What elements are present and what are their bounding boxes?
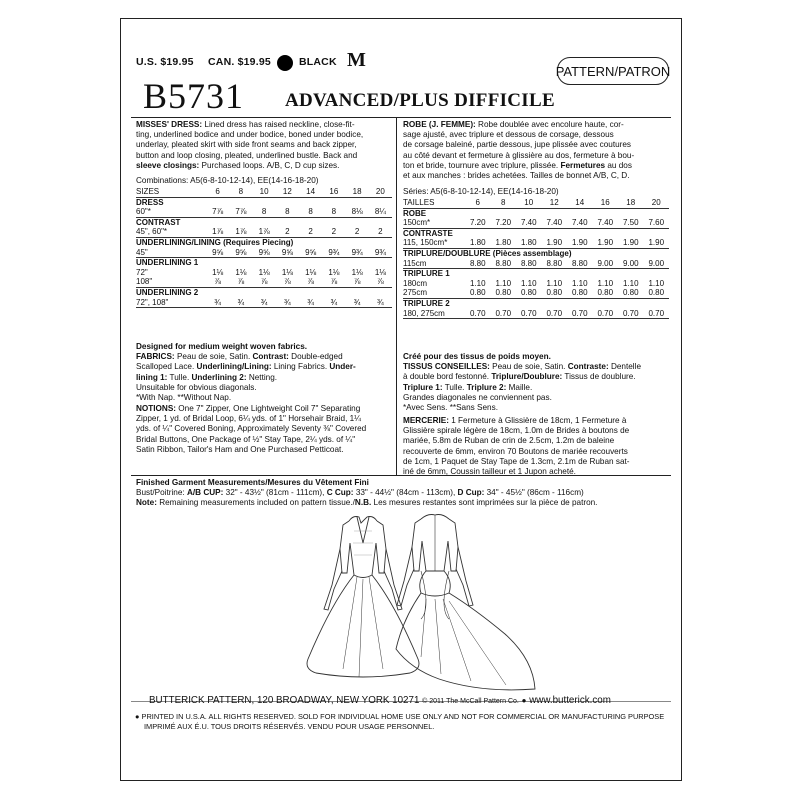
yardage-cell: 0.80 [491, 288, 517, 298]
yardage-cell: ¾ [253, 298, 276, 308]
yardage-cell: 1⅞ [253, 227, 276, 237]
size-header-cell: 10 [253, 187, 276, 197]
yardage-cell: 0.70 [542, 309, 568, 319]
yardage-cell: 7.40 [542, 218, 568, 228]
fabric-heading-row [403, 208, 669, 218]
yardage-cell: 8.80 [465, 259, 491, 269]
yardage-cell: ⅞ [322, 277, 345, 287]
yardage-cell: ¾ [369, 298, 392, 308]
yardage-cell: 7.20 [465, 218, 491, 228]
yardage-row [136, 277, 392, 287]
fabric-heading: CONTRAST [136, 217, 181, 227]
french-size-header [403, 198, 669, 208]
size-letter: M [347, 49, 366, 71]
size-header-cell: 6 [206, 187, 229, 197]
yardage-cell: 9⅝ [299, 248, 322, 258]
yardage-cell: 1.10 [520, 278, 537, 288]
fabric-heading-row [136, 197, 392, 207]
yardage-cell: 7.40 [593, 218, 619, 228]
yardage-cell: ¾ [229, 298, 252, 308]
yardage-cell: 8.80 [516, 259, 542, 269]
yardage-cell: ¾ [276, 298, 299, 308]
fabric-heading: CONTRASTE [403, 228, 453, 238]
yardage-cell: 9⅝ [253, 248, 276, 258]
yardage-cell: 1.10 [622, 278, 639, 288]
yardage-cell: ⅞ [253, 277, 276, 287]
fabric-heading: ROBE [403, 208, 427, 218]
yardage-cell: 9⅝ [229, 248, 252, 258]
yardage-cell: ¾ [322, 298, 345, 308]
yardage-cell: 1.90 [618, 238, 644, 248]
yardage-cell: 8¼ [369, 207, 392, 217]
yardage-row [403, 218, 669, 228]
fabric-heading: TRIPLURE/DOUBLURE (Pièces assemblage) [403, 248, 572, 258]
english-notions: NOTIONS: One 7" Zipper, One Lightweight Coil 7" Separating Zipper, 1 yd. of Bridal Loop, 6¼ yds. of 1" Horsehair Braid, 1¼ yds. of ¼" Covered Boning, Approximately Seventy ⅜" Covered Bridal Buttons, One Package of ½" Stay Tape, 2¼ yds. of ¼" Satin Ribbon, Tailor's Ham and One Purchased Petticoat. [136, 404, 367, 454]
yardage-cell: ¾ [299, 298, 322, 308]
english-fabrics: Designed for medium weight woven fabrics. FABRICS: Peau de soie, Satin. Contrast: Double-edged Scalloped Lace. Underlining/Lining: Lining Fabrics. Under- lining 1: Tulle. Underlining 2: Netting. Unsuitable for obvious diagonals. *With Nap. **Without Nap. [136, 342, 356, 403]
yardage-row [136, 227, 392, 237]
yardage-cell: 0.80 [618, 288, 644, 298]
header-divider [131, 117, 671, 118]
fabric-heading-row [403, 228, 669, 238]
yardage-cell: 8 [253, 207, 276, 217]
size-header-cell: 10 [516, 198, 542, 208]
measurements-divider [131, 475, 671, 476]
yardage-cell: 1.80 [465, 238, 491, 248]
size-header-cell: 14 [299, 187, 322, 197]
yardage-cell: 1.90 [593, 238, 619, 248]
fabric-width: 60"* [136, 207, 206, 217]
yardage-cell: ¾ [346, 298, 369, 308]
size-header-cell: 6 [465, 198, 491, 208]
size-header-cell: 18 [346, 187, 369, 197]
yardage-cell: 0.80 [516, 288, 542, 298]
fabric-heading-row [403, 269, 669, 279]
yardage-cell: 9⅝ [206, 248, 229, 258]
yardage-cell: 9.00 [644, 259, 670, 269]
yardage-cell: 8 [276, 207, 299, 217]
fabric-heading-row [136, 237, 392, 247]
finished-measurements: Finished Garment Measurements/Mesures du Vêtement Fini Bust/Poitrine: A/B CUP: 32" - 43½" (81cm - 111cm), C Cup: 33" - 44½" (84cm - 113cm), D Cup: 34" - 45½" (86cm - 116cm) Note: Remaining measurements included on pattern tissue./N.B. Les mesures restantes sont imprimées sur la pièce de patron. [136, 478, 598, 508]
yardage-cell: 1.10 [648, 278, 665, 288]
pattern-label: PATTERN/PATRON [555, 63, 671, 79]
yardage-cell: 2 [299, 227, 322, 237]
sizes-label: TAILLES [403, 198, 465, 208]
fabric-width: 45", 60"* [136, 227, 206, 237]
pattern-envelope-back [120, 18, 682, 781]
english-yardage-table [136, 187, 392, 308]
french-mercerie: MERCERIE: 1 Fermeture à Glissière de 18cm, 1 Fermeture à Glissière spirale légère de 18cm, 1.0m de Brides à boutons de mariée, 5.8m de Ruban de crin de 2.5cm, 1.2m de baleine recouverte de 6mm, environ 70 Boutons de mariée recouverts de 1cm, 1 Paquet de Stay Tape de 1.3cm, 2.1m de Ruban sat- iné de 6mm, Coussin tailleur et 1 Jupon acheté. [403, 416, 630, 477]
fabric-width: 180cm [403, 278, 428, 288]
publisher-address: BUTTERICK PATTERN, 120 BROADWAY, NEW YORK 10271 [149, 695, 420, 706]
yardage-cell: 1⅛ [328, 267, 340, 277]
yardage-cell: 0.70 [593, 309, 619, 319]
english-description: MISSES' DRESS: Lined dress has raised neckline, close-fit- ting, underlined bodice and under bodice, boned under bodice, underlay, pleated skirt with side front seams and back zipper, button and loop closing, pleated, underlined bustle. Back and sleeve closings: Purchased loops. A/B, C, D cup sizes. [136, 120, 364, 170]
yardage-cell: 0.70 [567, 309, 593, 319]
bullet-icon: ● [135, 712, 142, 721]
yardage-cell: 9¾ [346, 248, 369, 258]
french-fabrics: Créé pour des tissus de poids moyen. TISSUS CONSEILLES: Peau de soie, Satin. Contraste: Dentelle à double bord festonné. Triplure/Doublure: Tissus de doublure. Triplure 1: Tulle. Triplure 2: Maille. Grandes diagonales ne conviennent pas. *Avec Sens. **Sans Sens. [403, 352, 642, 413]
size-header-cell: 18 [618, 198, 644, 208]
yardage-cell: ⅞ [299, 277, 322, 287]
yardage-cell: 9.00 [593, 259, 619, 269]
color-swatch-icon [277, 55, 293, 71]
yardage-cell: 7.60 [644, 218, 670, 228]
fabric-heading: DRESS [136, 197, 164, 207]
english-size-header [136, 187, 392, 197]
yardage-cell: ⅞ [369, 277, 392, 287]
yardage-cell: 0.70 [491, 309, 517, 319]
fabric-heading-row [403, 298, 669, 308]
yardage-cell: 0.80 [644, 288, 670, 298]
yardage-cell: 1.10 [597, 278, 614, 288]
yardage-cell: 0.70 [465, 309, 491, 319]
french-metrage-table [403, 198, 669, 319]
combinations-line: Combinations: A5(6-8-10-12-14), EE(14-16-18-20) [136, 176, 319, 185]
fabric-heading-row [136, 287, 392, 297]
yardage-cell: ⅞ [206, 277, 229, 287]
yardage-row [403, 309, 669, 319]
yardage-cell: 1.10 [469, 278, 486, 288]
yardage-cell: 0.70 [644, 309, 670, 319]
yardage-cell: 1.10 [571, 278, 588, 288]
fabric-width: 108" [136, 277, 206, 287]
legal-notice: ● PRINTED IN U.S.A. ALL RIGHTS RESERVED. SOLD FOR INDIVIDUAL HOME USE ONLY AND NOT FOR COMMERCIAL OR MANUFACTURING PURPOSE IMPRIMÉ AUX É.U. TOUS DROITS RÉSERVÉS. VENDU POUR USAGE PERSONNEL. [135, 712, 665, 731]
fabric-heading: UNDERLINING/LINING (Requires Piecing) [136, 237, 294, 247]
yardage-cell: 1⅛ [351, 267, 363, 277]
yardage-cell: 7.40 [567, 218, 593, 228]
size-header-cell: 20 [644, 198, 670, 208]
yardage-row [403, 288, 669, 298]
yardage-cell: ⅞ [276, 277, 299, 287]
size-header-cell: 16 [322, 187, 345, 197]
price-can: CAN. $19.95 [208, 56, 271, 68]
bullet-icon: ● [521, 696, 527, 705]
size-header-cell: 12 [276, 187, 299, 197]
fabric-width: 115, 150cm* [403, 238, 465, 248]
yardage-cell: 0.80 [567, 288, 593, 298]
color-label: BLACK [299, 56, 337, 68]
yardage-row [403, 259, 669, 269]
yardage-cell: 1.90 [567, 238, 593, 248]
yardage-cell: 1.90 [644, 238, 670, 248]
fabric-width: 72" [136, 267, 148, 277]
yardage-cell: 0.80 [593, 288, 619, 298]
series-line: Séries: A5(6-8-10-12-14), EE(14-16-18-20) [403, 187, 559, 196]
yardage-cell: 1⅞ [229, 227, 252, 237]
fabric-width: 150cm* [403, 218, 465, 228]
yardage-cell: 1.80 [491, 238, 517, 248]
yardage-cell: 1⅛ [305, 267, 317, 277]
yardage-cell: 1.10 [495, 278, 512, 288]
yardage-cell: 9⅝ [276, 248, 299, 258]
yardage-cell: 0.80 [465, 288, 491, 298]
yardage-cell: 0.70 [618, 309, 644, 319]
copyright: © 2011 The McCall Pattern Co. [422, 698, 519, 705]
french-description: ROBE (J. FEMME): Robe doublée avec encolure haute, cor- sage ajusté, avec triplure et dessous de corsage, dessous de corsage baleiné, partie dessous, jupe plissée avec coutures au côté devant et fermeture à glissière au dos, fermeture à bou- ton et bride, tournure avec triplure, plissée. Fermetures au dos et aux manches : brides achetées. Tailles de bonnet A/B, C, D. [403, 120, 635, 181]
size-header-cell: 12 [542, 198, 568, 208]
dress-front-drawing [307, 517, 419, 678]
yardage-cell: 8.80 [491, 259, 517, 269]
yardage-cell: ¾ [206, 298, 229, 308]
yardage-cell: ⅞ [346, 277, 369, 287]
yardage-cell: 1⅛ [374, 267, 386, 277]
size-header-cell: 16 [593, 198, 619, 208]
yardage-cell: 1⅛ [281, 267, 293, 277]
yardage-cell: 2 [276, 227, 299, 237]
yardage-cell: ⅞ [229, 277, 252, 287]
fabric-width: 45" [136, 248, 206, 258]
fabric-width: 275cm [403, 288, 465, 298]
size-header-cell: 8 [229, 187, 252, 197]
yardage-cell: 7⅞ [229, 207, 252, 217]
yardage-cell: 7.20 [491, 218, 517, 228]
yardage-cell: 1⅛ [212, 267, 224, 277]
fabric-heading: UNDERLINING 1 [136, 258, 199, 268]
yardage-cell: 8.80 [542, 259, 568, 269]
fabric-heading: TRIPLURE 1 [403, 269, 450, 279]
yardage-cell: 1.10 [546, 278, 563, 288]
website: www.butterick.com [529, 695, 611, 706]
yardage-cell: 2 [322, 227, 345, 237]
yardage-cell: 2 [346, 227, 369, 237]
fabric-heading-row [136, 217, 392, 227]
yardage-cell: 8.80 [567, 259, 593, 269]
difficulty-level: ADVANCED/PLUS DIFFICILE [285, 90, 555, 111]
yardage-cell: 9.00 [618, 259, 644, 269]
size-header-cell: 8 [491, 198, 517, 208]
yardage-row [136, 248, 392, 258]
publisher-line [149, 695, 669, 706]
sizes-label: SIZES [136, 187, 206, 197]
yardage-row [136, 207, 392, 217]
pattern-label-box [557, 57, 669, 85]
fabric-width: 180, 275cm [403, 309, 465, 319]
yardage-row [403, 238, 669, 248]
fabric-width: 72", 108" [136, 298, 206, 308]
yardage-cell: 0.70 [516, 309, 542, 319]
fabric-heading: TRIPLURE 2 [403, 298, 450, 308]
yardage-cell: 0.80 [542, 288, 568, 298]
yardage-cell: 1⅛ [235, 267, 247, 277]
yardage-row [136, 268, 392, 278]
yardage-cell: 7.40 [516, 218, 542, 228]
yardage-cell: 2 [369, 227, 392, 237]
yardage-cell: 7⅞ [206, 207, 229, 217]
price-us: U.S. $19.95 [136, 56, 194, 68]
yardage-cell: 1.80 [516, 238, 542, 248]
fabric-width: 115cm [403, 259, 465, 269]
yardage-cell: 7.50 [618, 218, 644, 228]
fabric-heading-row [136, 258, 392, 268]
column-divider [396, 117, 397, 475]
size-header-cell: 14 [567, 198, 593, 208]
yardage-cell: 1⅛ [258, 267, 270, 277]
yardage-cell: 8⅛ [346, 207, 369, 217]
yardage-row [136, 298, 392, 308]
yardage-cell: 1⅞ [206, 227, 229, 237]
fabric-heading-row [403, 248, 669, 258]
dress-back-drawing [396, 515, 535, 690]
garment-line-drawings [121, 509, 681, 699]
yardage-cell: 8 [299, 207, 322, 217]
yardage-row [403, 279, 669, 289]
measurements-title: Finished Garment Measurements/Mesures du Vêtement Fini [136, 478, 369, 487]
yardage-cell: 1.90 [542, 238, 568, 248]
size-header-cell: 20 [369, 187, 392, 197]
yardage-cell: 8 [322, 207, 345, 217]
yardage-cell: 9¾ [322, 248, 345, 258]
pattern-number: B5731 [143, 76, 245, 116]
fabric-heading: UNDERLINING 2 [136, 287, 199, 297]
yardage-cell: 9¾ [369, 248, 392, 258]
